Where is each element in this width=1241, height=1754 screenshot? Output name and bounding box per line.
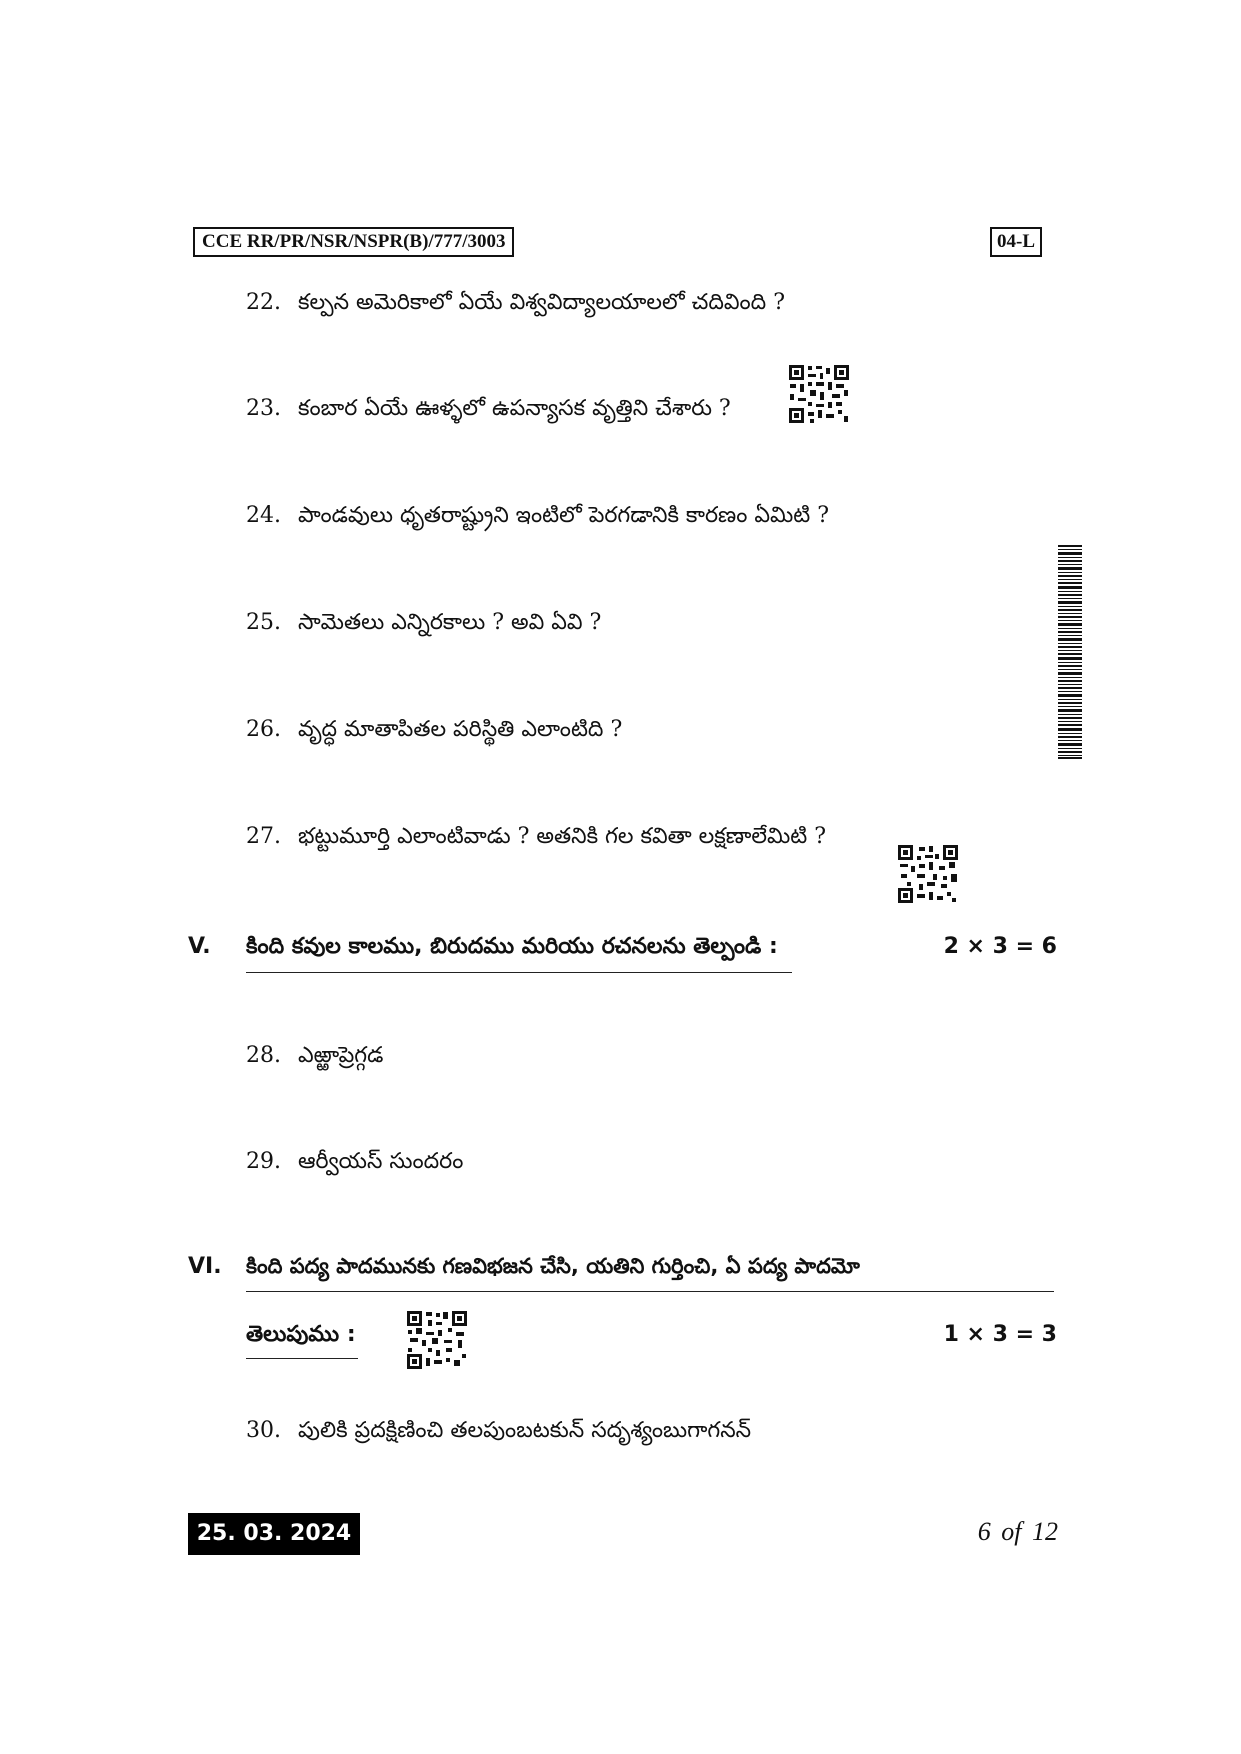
section-v-numeral: V. [188,934,211,959]
section-v-title: కింది కవుల కాలము, బిరుదము మరియు రచనలను తెల్పండి : [246,934,778,959]
section-vi-title-line2: తెలుపుము : [246,1322,356,1347]
question-27 [246,824,826,854]
qr-code-icon [406,1310,468,1370]
question-28 [246,1043,383,1073]
barcode-icon [1058,545,1082,759]
question-text: కంబార ఏయే ఊళ్ళలో ఉపన్యాసక వృత్తిని చేశారు ? [298,396,731,421]
section-vi-title-underline [246,1291,1054,1292]
question-30 [246,1418,751,1448]
page-number: 6 of 12 [977,1517,1058,1546]
question-29 [246,1149,463,1179]
question-text: పులికి ప్రదక్షిణించి తలపుంబటకున్ సదృశ్యంబుగాగనన్ [298,1418,752,1443]
question-number: 24. [246,503,281,528]
question-number: 28. [246,1043,281,1068]
section-vi-title-line2-underline [246,1358,358,1359]
question-24 [246,503,829,533]
question-text: ఎఱ్ఱాప్రెగ్గడ [298,1043,384,1068]
exam-code-box: CCE RR/PR/NSR/NSPR(B)/777/3003 [193,227,514,257]
paper-code-box: 04-L [990,227,1042,257]
section-v-title-underline [246,972,792,973]
section-vi-title-line1: కింది పద్య పాదమునకు గణవిభజన చేసి, యతిని గుర్తించి, ఏ పద్య పాదమో [246,1254,860,1278]
question-text: ఆర్వీయస్ సుందరం [298,1149,464,1174]
question-23 [246,396,731,426]
question-number: 22. [246,290,281,315]
question-text: సామెతలు ఎన్నిరకాలు ? అవి ఏవి ? [298,610,602,635]
question-number: 27. [246,824,281,849]
question-number: 30. [246,1418,281,1443]
question-26 [246,717,622,747]
question-text: భట్టుమూర్తి ఎలాంటివాడు ? అతనికి గల కవితా లక్షణాలేమిటి ? [298,824,826,849]
question-text: కల్పన అమెరికాలో ఏయే విశ్వవిద్యాలయాలలో చదివింది ? [298,290,786,315]
exam-date-badge: 25. 03. 2024 [188,1513,360,1555]
question-number: 25. [246,610,281,635]
question-number: 23. [246,396,281,421]
question-22 [246,290,785,320]
qr-code-icon [788,364,850,424]
question-25 [246,610,601,640]
question-text: పాండవులు ధృతరాష్ట్రుని ఇంటిలో పెరగడానికి కారణం ఏమిటి ? [298,503,830,528]
question-number: 29. [246,1149,281,1174]
qr-code-icon [897,844,959,904]
section-vi-numeral: VI. [188,1254,222,1279]
question-number: 26. [246,717,281,742]
question-text: వృద్ధ మాతాపితల పరిస్థితి ఎలాంటిది ? [298,717,623,742]
section-vi-marks: 1 × 3 = 3 [943,1322,1057,1347]
section-v-marks: 2 × 3 = 6 [943,934,1057,959]
